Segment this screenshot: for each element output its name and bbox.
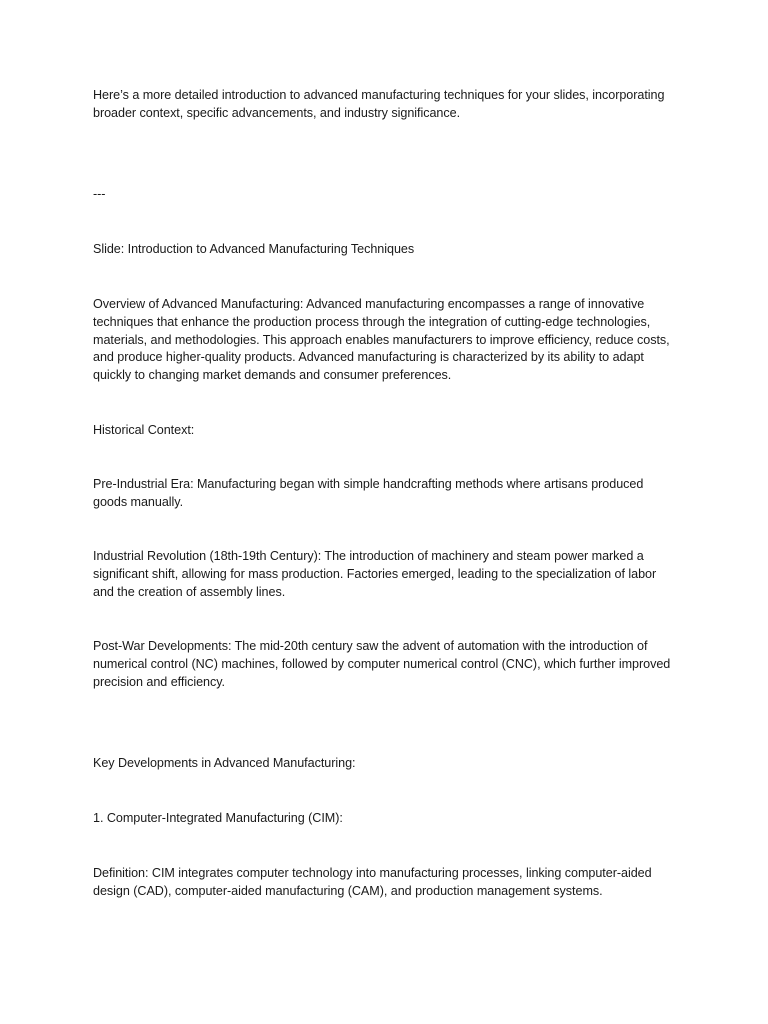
pre-industrial-paragraph: Pre-Industrial Era: Manufacturing began with simple handcrafting methods where artisans produced goods manually.	[93, 477, 644, 509]
slide-title: Slide: Introduction to Advanced Manufacturing Techniques	[93, 242, 415, 256]
historical-context-heading: Historical Context:	[93, 423, 195, 437]
intro-paragraph: Here’s a more detailed introduction to advanced manufacturing techniques for your slides, incorporating broader context, specific advancements, and industry significance.	[93, 88, 665, 120]
cim-heading: 1. Computer-Integrated Manufacturing (CIM):	[93, 811, 343, 825]
separator-line: ---	[93, 187, 106, 201]
overview-paragraph: Overview of Advanced Manufacturing: Advanced manufacturing encompasses a range of innovative techniques that enhance the production process through the integration of cutting-edge technologies, materials, and methodologies. This approach enables manufacturers to improve efficiency, reduce costs, and produce higher-quality products. Advanced manufacturing is characterized by its ability to adapt quickly to changing market demands and consumer preferences.	[93, 297, 670, 383]
key-developments-heading: Key Developments in Advanced Manufacturing:	[93, 756, 356, 770]
industrial-revolution-paragraph: Industrial Revolution (18th-19th Century): The introduction of machinery and steam power marked a significant shift, allowing for mass production. Factories emerged, leading to the specialization of labor and the creation of assembly lines.	[93, 549, 657, 599]
post-war-paragraph: Post-War Developments: The mid-20th century saw the advent of automation with the introduction of numerical control (NC) machines, followed by computer numerical control (CNC), which further improved precision and efficiency.	[93, 639, 671, 689]
cim-definition-paragraph: Definition: CIM integrates computer technology into manufacturing processes, linking computer-aided design (CAD), computer-aided manufacturing (CAM), and production management systems.	[93, 866, 652, 898]
